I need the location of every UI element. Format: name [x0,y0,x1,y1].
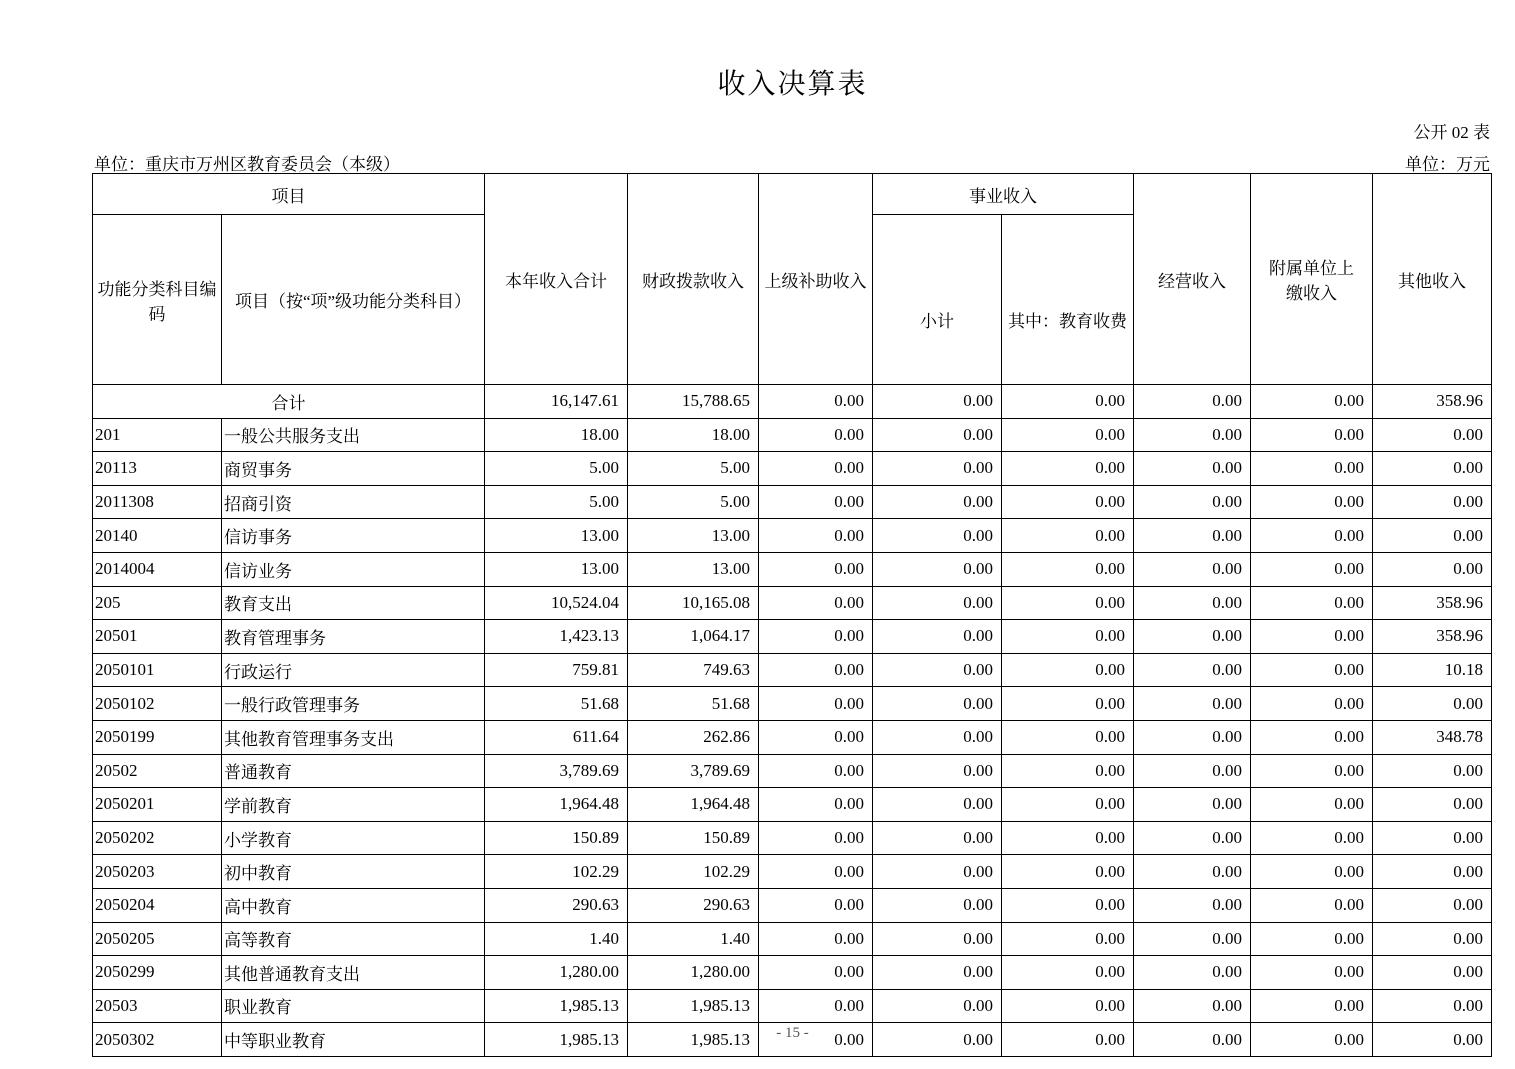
row-value: 0.00 [1251,519,1373,553]
row-value: 0.00 [759,485,873,519]
row-value: 150.89 [485,821,628,855]
row-value: 0.00 [759,754,873,788]
row-value: 102.29 [628,855,759,889]
row-code: 2014004 [93,552,222,586]
row-value: 0.00 [873,620,1002,654]
row-value: 0.00 [1134,720,1251,754]
row-value: 0.00 [1373,788,1492,822]
row-value: 348.78 [1373,720,1492,754]
row-value: 0.00 [873,452,1002,486]
row-value: 1,985.13 [628,1023,759,1057]
row-code: 2050102 [93,687,222,721]
row-value: 1.40 [628,922,759,956]
row-value: 13.00 [628,519,759,553]
table-row [93,956,1492,990]
row-value: 0.00 [1373,855,1492,889]
row-value: 10,165.08 [628,586,759,620]
row-value: 1,985.13 [485,1023,628,1057]
table-row [93,452,1492,486]
row-value: 358.96 [1373,586,1492,620]
row-value: 0.00 [873,586,1002,620]
row-value: 0.00 [1373,989,1492,1023]
row-value: 0.00 [1251,485,1373,519]
row-value: 0.00 [873,956,1002,990]
row-code: 2050101 [93,653,222,687]
row-value: 0.00 [1373,485,1492,519]
row-value: 0.00 [1134,687,1251,721]
row-item: 信访业务 [222,552,485,586]
table-row [93,519,1492,553]
row-value: 0.00 [873,687,1002,721]
row-item: 职业教育 [222,989,485,1023]
row-value: 1,280.00 [628,956,759,990]
table-row [93,620,1492,654]
row-value: 0.00 [759,687,873,721]
row-value: 0.00 [1251,956,1373,990]
table-row [93,888,1492,922]
header-operating: 经营收入 [1134,174,1251,385]
header-business-group: 事业收入 [873,174,1134,215]
row-value: 0.00 [1002,922,1134,956]
row-value: 0.00 [873,788,1002,822]
table-row [93,754,1492,788]
row-value: 1.40 [485,922,628,956]
header-superior: 上级补助收入 [759,174,873,385]
row-item: 普通教育 [222,754,485,788]
row-value: 10.18 [1373,653,1492,687]
row-value: 0.00 [1134,552,1251,586]
table-row [93,720,1492,754]
row-item: 小学教育 [222,821,485,855]
row-value: 0.00 [759,888,873,922]
row-item: 其他教育管理事务支出 [222,720,485,754]
row-value: 0.00 [1373,687,1492,721]
row-value: 0.00 [1134,519,1251,553]
row-value: 0.00 [759,452,873,486]
row-value: 0.00 [759,989,873,1023]
row-code: 2050302 [93,1023,222,1057]
row-value: 0.00 [1373,418,1492,452]
row-value: 290.63 [628,888,759,922]
row-value: 0.00 [1134,653,1251,687]
row-value: 102.29 [485,855,628,889]
row-value: 0.00 [873,519,1002,553]
row-value: 0.00 [1251,989,1373,1023]
table-row [93,922,1492,956]
row-value: 0.00 [1002,586,1134,620]
header-code: 功能分类科目编码 [93,215,222,385]
row-code: 20113 [93,452,222,486]
row-value: 1,280.00 [485,956,628,990]
row-value: 0.00 [1002,418,1134,452]
row-value: 0.00 [1373,452,1492,486]
row-value: 0.00 [1251,888,1373,922]
row-value: 18.00 [485,418,628,452]
row-value: 0.00 [1251,653,1373,687]
reporting-unit: 单位：重庆市万州区教育委员会（本级） [94,155,400,174]
row-value: 0.00 [1251,552,1373,586]
row-value: 0.00 [1002,888,1134,922]
header-fiscal: 财政拨款收入 [628,174,759,385]
row-value: 0.00 [1002,485,1134,519]
row-item: 高中教育 [222,888,485,922]
table-row [93,687,1492,721]
total-cell: 0.00 [1002,385,1134,419]
row-value: 1,423.13 [485,620,628,654]
row-value: 0.00 [1002,1023,1134,1057]
row-item: 其他普通教育支出 [222,956,485,990]
row-item: 信访事务 [222,519,485,553]
row-value: 0.00 [1134,989,1251,1023]
row-value: 0.00 [759,788,873,822]
row-value: 51.68 [628,687,759,721]
row-value: 0.00 [759,956,873,990]
row-value: 18.00 [628,418,759,452]
row-value: 0.00 [759,1023,873,1057]
row-value: 0.00 [1251,586,1373,620]
row-value: 5.00 [485,485,628,519]
row-value: 0.00 [1134,754,1251,788]
row-value: 0.00 [1134,586,1251,620]
total-cell: 0.00 [1134,385,1251,419]
row-value: 0.00 [873,552,1002,586]
row-value: 13.00 [485,519,628,553]
row-value: 749.63 [628,653,759,687]
header-item-group: 项目 [93,174,485,215]
row-value: 611.64 [485,720,628,754]
header-other: 其他收入 [1373,174,1492,385]
row-value: 0.00 [1251,788,1373,822]
row-value: 0.00 [759,552,873,586]
row-value: 0.00 [873,485,1002,519]
row-value: 0.00 [1373,519,1492,553]
total-row [93,385,1492,419]
total-cell: 0.00 [759,385,873,419]
row-value: 0.00 [759,821,873,855]
table-row [93,586,1492,620]
table-body [93,385,1492,1057]
row-code: 2050202 [93,821,222,855]
row-value: 290.63 [485,888,628,922]
page-number: - 15 - [776,1025,809,1041]
table-row [93,653,1492,687]
row-item: 教育支出 [222,586,485,620]
row-value: 0.00 [873,922,1002,956]
row-value: 0.00 [1002,989,1134,1023]
row-code: 20140 [93,519,222,553]
row-value: 0.00 [1251,1023,1373,1057]
table-row [93,788,1492,822]
row-value: 0.00 [1373,888,1492,922]
row-value: 3,789.69 [485,754,628,788]
row-value: 0.00 [1251,720,1373,754]
row-code: 2011308 [93,485,222,519]
row-value: 0.00 [873,754,1002,788]
total-cell: 358.96 [1373,385,1492,419]
row-value: 0.00 [1002,754,1134,788]
table-row [93,485,1492,519]
row-value: 10,524.04 [485,586,628,620]
table-row [93,552,1492,586]
header-subtotal: 小计 [873,215,1002,385]
row-value: 0.00 [873,888,1002,922]
row-value: 0.00 [1134,821,1251,855]
row-value: 0.00 [873,821,1002,855]
row-value: 0.00 [1373,1023,1492,1057]
row-value: 0.00 [1373,552,1492,586]
row-value: 51.68 [485,687,628,721]
row-value: 0.00 [759,586,873,620]
row-item: 一般公共服务支出 [222,418,485,452]
row-item: 中等职业教育 [222,1023,485,1057]
row-value: 13.00 [485,552,628,586]
row-value: 3,789.69 [628,754,759,788]
income-table [92,173,1492,1057]
row-value: 0.00 [1002,855,1134,889]
header-edu-fee: 其中：教育收费 [1002,215,1134,385]
row-code: 201 [93,418,222,452]
row-value: 0.00 [1251,821,1373,855]
row-value: 0.00 [1134,888,1251,922]
row-value: 0.00 [1134,452,1251,486]
row-value: 0.00 [873,418,1002,452]
row-value: 0.00 [1251,922,1373,956]
row-code: 20503 [93,989,222,1023]
row-value: 0.00 [1373,821,1492,855]
table-row [93,855,1492,889]
row-value: 0.00 [1134,485,1251,519]
row-value: 0.00 [1134,922,1251,956]
row-value: 0.00 [759,653,873,687]
row-value: 0.00 [873,855,1002,889]
header-total: 本年收入合计 [485,174,628,385]
row-value: 0.00 [1251,855,1373,889]
row-value: 0.00 [1251,754,1373,788]
row-value: 0.00 [759,855,873,889]
row-value: 0.00 [1002,720,1134,754]
row-value: 0.00 [1002,653,1134,687]
row-value: 0.00 [1251,687,1373,721]
row-value: 0.00 [873,1023,1002,1057]
row-value: 0.00 [1002,620,1134,654]
row-code: 20501 [93,620,222,654]
row-item: 一般行政管理事务 [222,687,485,721]
row-value: 0.00 [759,720,873,754]
table-row [93,989,1492,1023]
row-value: 0.00 [1134,1023,1251,1057]
row-value: 1,985.13 [628,989,759,1023]
row-item: 商贸事务 [222,452,485,486]
header-affiliated: 附属单位上缴收入 [1251,174,1373,385]
row-value: 0.00 [759,519,873,553]
row-value: 13.00 [628,552,759,586]
row-value: 1,964.48 [628,788,759,822]
row-item: 教育管理事务 [222,620,485,654]
row-code: 2050204 [93,888,222,922]
row-value: 0.00 [873,989,1002,1023]
row-item: 招商引资 [222,485,485,519]
row-value: 1,985.13 [485,989,628,1023]
row-value: 0.00 [1373,754,1492,788]
row-item: 高等教育 [222,922,485,956]
row-value: 0.00 [873,720,1002,754]
row-code: 2050199 [93,720,222,754]
row-item: 初中教育 [222,855,485,889]
row-value: 150.89 [628,821,759,855]
row-value: 1,964.48 [485,788,628,822]
row-value: 358.96 [1373,620,1492,654]
row-value: 0.00 [1002,788,1134,822]
row-value: 5.00 [628,485,759,519]
row-value: 0.00 [1134,855,1251,889]
row-code: 2050201 [93,788,222,822]
row-code: 205 [93,586,222,620]
form-number: 公开 02 表 [1413,123,1490,142]
row-value: 0.00 [1251,418,1373,452]
row-value: 0.00 [1251,620,1373,654]
row-value: 0.00 [1002,452,1134,486]
row-value: 759.81 [485,653,628,687]
row-value: 5.00 [485,452,628,486]
total-label: 合计 [93,385,485,419]
row-value: 5.00 [628,452,759,486]
row-value: 0.00 [1134,956,1251,990]
row-value: 0.00 [1134,418,1251,452]
row-value: 0.00 [759,620,873,654]
row-item: 学前教育 [222,788,485,822]
row-value: 0.00 [759,418,873,452]
row-value: 262.86 [628,720,759,754]
row-value: 0.00 [1002,552,1134,586]
total-cell: 15,788.65 [628,385,759,419]
row-value: 0.00 [1373,922,1492,956]
row-value: 0.00 [1002,821,1134,855]
row-code: 2050205 [93,922,222,956]
row-value: 1,064.17 [628,620,759,654]
header-item: 项目（按“项”级功能分类科目） [222,215,485,385]
total-cell: 0.00 [873,385,1002,419]
row-value: 0.00 [1002,956,1134,990]
row-value: 0.00 [759,922,873,956]
row-value: 0.00 [1373,956,1492,990]
row-value: 0.00 [1251,452,1373,486]
page-title: 收入决算表 [717,69,868,100]
currency-unit: 单位：万元 [1405,155,1490,174]
row-code: 2050203 [93,855,222,889]
row-code: 2050299 [93,956,222,990]
row-value: 0.00 [1002,519,1134,553]
row-value: 0.00 [1002,687,1134,721]
total-cell: 16,147.61 [485,385,628,419]
row-item: 行政运行 [222,653,485,687]
row-value: 0.00 [1134,788,1251,822]
row-value: 0.00 [1134,620,1251,654]
row-value: 0.00 [873,653,1002,687]
total-cell: 0.00 [1251,385,1373,419]
table-row [93,418,1492,452]
row-code: 20502 [93,754,222,788]
table-row [93,821,1492,855]
